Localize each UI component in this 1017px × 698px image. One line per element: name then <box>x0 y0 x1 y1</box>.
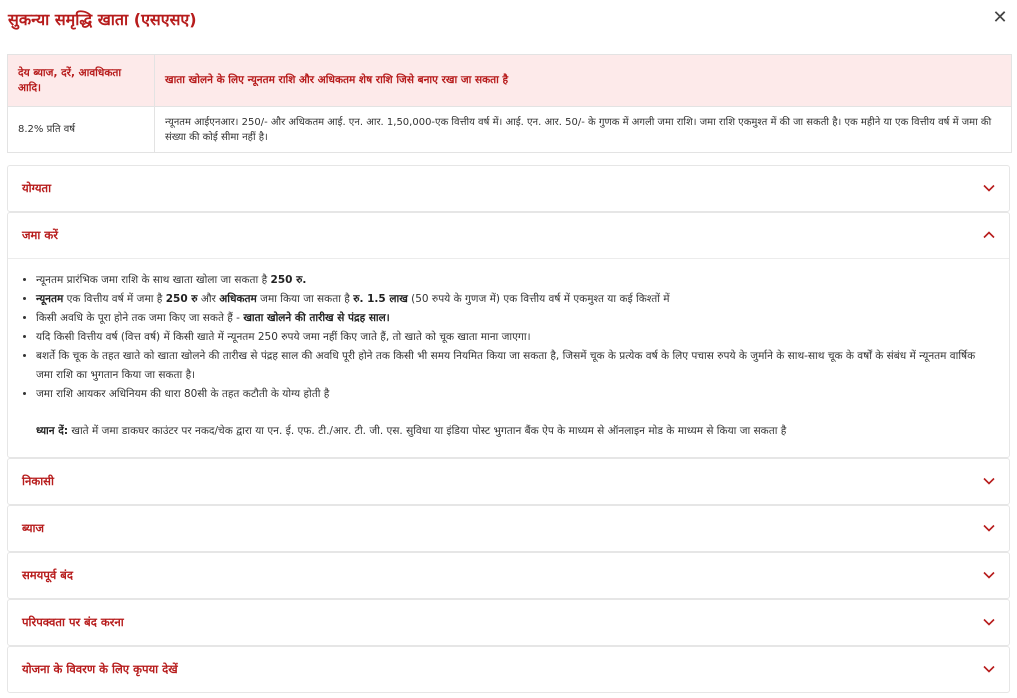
accordion-deposit <box>7 212 1010 458</box>
accordion-header-deposit[interactable] <box>8 213 1009 258</box>
modal-header <box>0 0 1017 40</box>
list-item: • किसी अवधि के पूरा होने तक जमा किए जा सकते हैं - खाता खोलने की तारीख से पंद्रह साल। <box>36 309 995 328</box>
list-item: • न्यूनतम एक वित्तीय वर्ष में जमा है 250 रु और अधिकतम जमा किया जा सकता है रु. 1.5 लाख (50 रुपये के गुणज में) एक वित्तीय वर्ष में एकमुश्त या कई किश्तों में <box>36 290 995 309</box>
table-header-deposit: खाता खोलने के लिए न्यूनतम राशि और अधिकतम शेष राशि जिसे बनाए रखा जा सकता है <box>155 55 1012 107</box>
accordion-body-deposit <box>8 258 1009 441</box>
table-cell-rate: 8.2% प्रति वर्ष <box>8 107 155 153</box>
chevron-down-icon[interactable] <box>983 569 995 581</box>
accordion-label: योग्यता <box>22 181 52 195</box>
list-item: • बशर्ते कि चूक के तहत खाते को खाता खोलने की तारीख से पंद्रह साल की अवधि पूरी होने तक किसी भी समय नियमित किया जा सकता है, जिसमें चूक के प्रत्येक वर्ष के लिए पचास रुपये के जुर्माने के साथ-साथ चूक के वर्षों के संबंध में न्यूनतम वार्षिक जमा राशि का भुगतान किया जा सकता है। <box>36 347 995 385</box>
chevron-down-icon[interactable] <box>983 663 995 675</box>
chevron-down-icon[interactable] <box>983 616 995 628</box>
accordion-header-interest[interactable] <box>8 506 1009 551</box>
page-title: सुकन्या समृद्धि खाता (एसएसए) <box>8 10 197 29</box>
chevron-up-icon[interactable] <box>983 229 995 241</box>
accordion-label: ब्याज <box>22 521 45 535</box>
accordion-eligibility <box>7 165 1010 212</box>
accordion-withdrawal <box>7 458 1010 505</box>
table-header-interest: देय ब्याज, दरें, आवधिकता आदि। <box>8 55 155 107</box>
accordion-header-eligibility[interactable] <box>8 166 1009 211</box>
deposit-note: ध्यान दें: खाते में जमा डाकघर काउंटर पर नकद/चेक द्वारा या एन. ई. एफ. टी./आर. टी. जी. एस. सुविधा या इंडिया पोस्ट भुगतान बैंक ऐप के माध्यम से ऑनलाइन मोड के माध्यम से किया जा सकता है <box>36 425 787 437</box>
table-header-row <box>8 55 1012 107</box>
accordion-scheme-details <box>7 646 1010 693</box>
accordion-header-maturity-closure[interactable] <box>8 600 1009 645</box>
accordion-premature-closure <box>7 552 1010 599</box>
accordion-header-withdrawal[interactable] <box>8 459 1009 504</box>
table-row <box>8 107 1012 153</box>
accordion-header-scheme-details[interactable] <box>8 647 1009 692</box>
accordion-label: जमा करें <box>22 228 58 242</box>
accordion-maturity-closure <box>7 599 1010 646</box>
chevron-down-icon[interactable] <box>983 475 995 487</box>
list-item: • न्यूनतम प्रारंभिक जमा राशि के साथ खाता खोला जा सकता है 250 रु. <box>36 271 995 290</box>
accordion-header-premature-closure[interactable] <box>8 553 1009 598</box>
close-icon[interactable]: ✕ <box>992 7 1008 28</box>
table-cell-deposit: न्यूनतम आईएनआर। 250/- और अधिकतम आई. एन. आर. 1,50,000-एक वित्तीय वर्ष में। आई. एन. आर. 50/- के गुणक में अगली जमा राशि। जमा राशि एकमुश्त में की जा सकती है। एक महीने या एक वित्तीय वर्ष में जमा की संख्या की कोई सीमा नहीं है। <box>155 107 1012 153</box>
chevron-down-icon[interactable] <box>983 182 995 194</box>
accordion-label: निकासी <box>22 474 54 488</box>
accordion-label: परिपक्वता पर बंद करना <box>22 615 124 629</box>
accordion-interest <box>7 505 1010 552</box>
accordion-label: समयपूर्व बंद <box>22 568 73 582</box>
deposit-list <box>22 271 995 404</box>
accordion-label: योजना के विवरण के लिए कृपया देखें <box>22 662 178 676</box>
list-item: • यदि किसी वित्तीय वर्ष (वित्त वर्ष) में किसी खाते में न्यूनतम 250 रुपये जमा नहीं किए जाते हैं, तो खाते को चूक खाता माना जाएगा। <box>36 328 995 347</box>
interest-table <box>7 54 1012 153</box>
chevron-down-icon[interactable] <box>983 522 995 534</box>
list-item: • जमा राशि आयकर अधिनियम की धारा 80सी के तहत कटौती के योग्य होती है <box>36 385 995 404</box>
